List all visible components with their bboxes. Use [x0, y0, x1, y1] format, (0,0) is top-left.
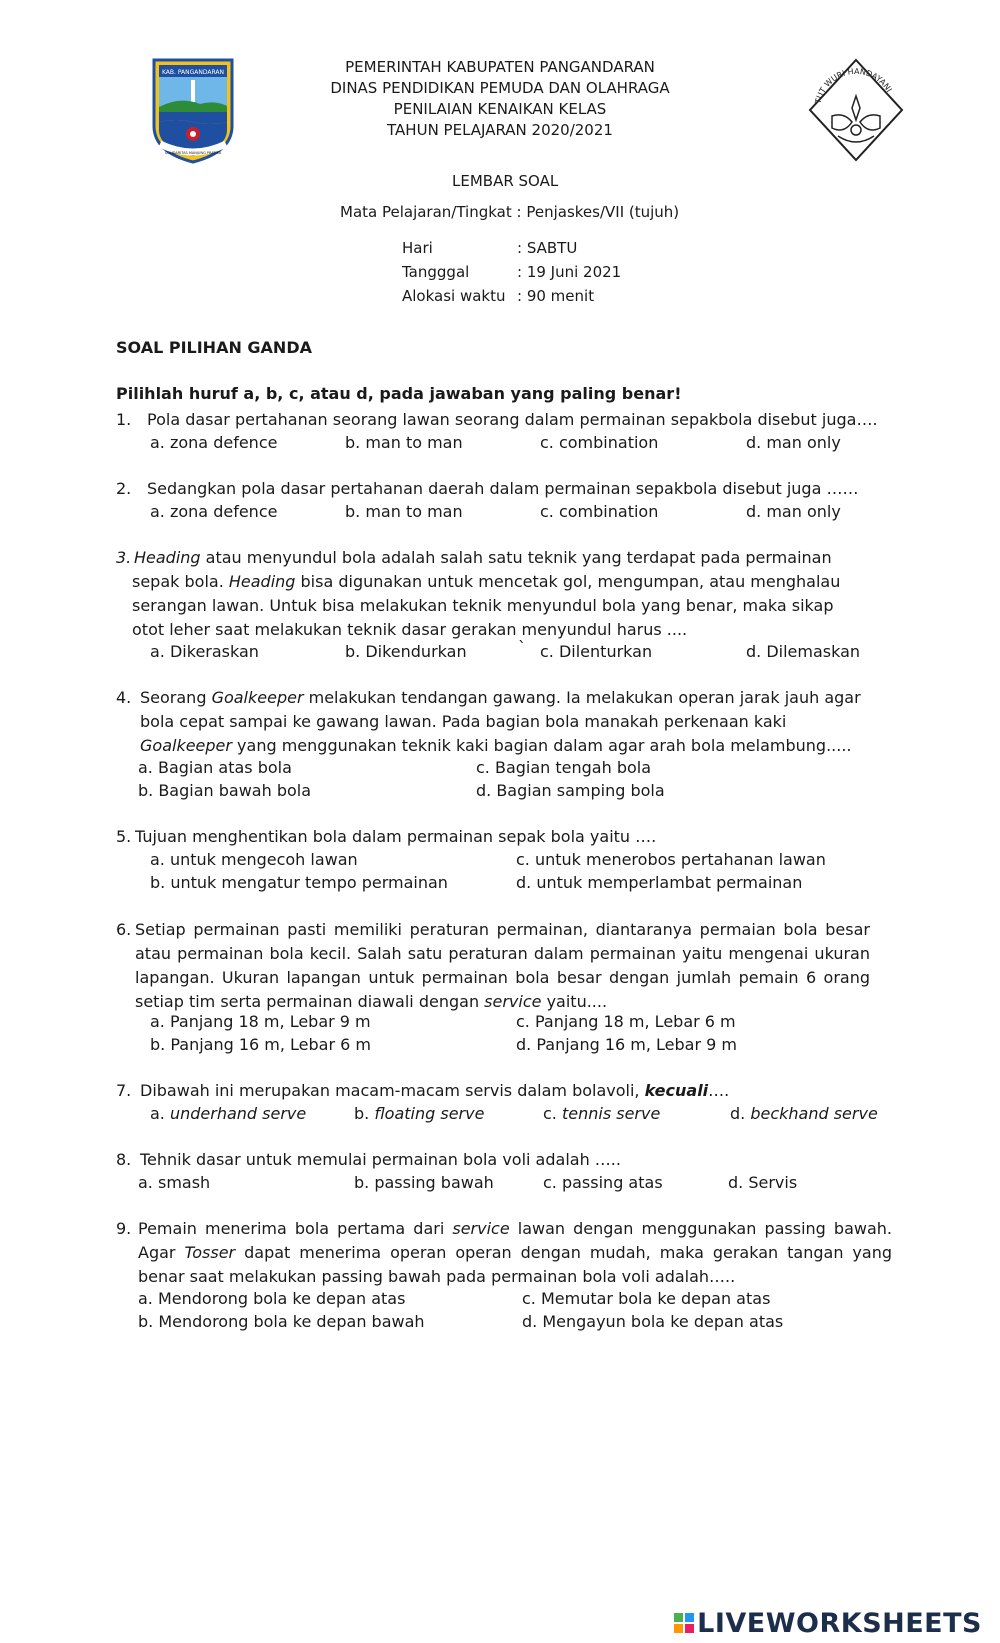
q8-option-b: b. passing bawah: [354, 1173, 494, 1192]
q2-option-a: a. zona defence: [150, 502, 278, 521]
q1-option-c: c. combination: [540, 433, 659, 452]
q8-text: Tehnik dasar untuk memulai permainan bola voli adalah …..: [140, 1150, 621, 1169]
time-value: : 90 menit: [517, 287, 595, 305]
q9-option-a: a. Mendorong bola ke depan atas: [138, 1289, 406, 1308]
q6-option-c: c. Panjang 18 m, Lebar 6 m: [516, 1012, 736, 1031]
date-label: Tangggal: [402, 263, 470, 281]
header-line-3: PENILAIAN KENAIKAN KELAS: [393, 100, 607, 118]
q5-text: Tujuan menghentikan bola dalam permainan sepak bola yaitu ….: [135, 827, 657, 846]
q8-option-d: d. Servis: [728, 1173, 798, 1192]
q7-text: Dibawah ini merupakan macam-macam servis dalam bolavoli, kecuali….: [140, 1081, 730, 1100]
q3-number: 3.: [116, 548, 132, 567]
q3-option-d: d. Dilemaskan: [746, 642, 861, 661]
q5-number: 5.: [116, 827, 132, 846]
q5-option-b: b. untuk mengatur tempo permainan: [150, 873, 448, 892]
q2-option-d: d. man only: [746, 502, 841, 521]
q7-option-c: c. tennis serve: [543, 1104, 661, 1123]
subject-line: Mata Pelajaran/Tingkat : Penjaskes/VII (tujuh): [340, 203, 680, 221]
liveworksheets-watermark: [673, 1608, 982, 1639]
q5-option-a: a. untuk mengecoh lawan: [150, 850, 358, 869]
q7-option-b: b. floating serve: [354, 1104, 485, 1123]
date-value: : 19 Juni 2021: [517, 263, 622, 281]
day-label: Hari: [402, 239, 433, 257]
sheet-title: LEMBAR SOAL: [452, 172, 559, 190]
q2-text: Sedangkan pola dasar pertahanan daerah dalam permainan sepakbola disebut juga ……: [147, 479, 859, 498]
q7-number: 7.: [116, 1081, 132, 1100]
q8-option-c: c. passing atas: [543, 1173, 663, 1192]
watermark-text: LIVEWORKSHEETS: [697, 1608, 982, 1639]
q8-option-a: a. smash: [138, 1173, 211, 1192]
q1-number: 1.: [116, 410, 132, 429]
q1-option-d: d. man only: [746, 433, 841, 452]
kab-logo-text-bottom: SOLIDARITAS MANJUNG PRATIKA: [164, 151, 222, 155]
q1-option-b: b. man to man: [345, 433, 463, 452]
header-line-2: DINAS PENDIDIKAN PEMUDA DAN OLAHRAGA: [330, 79, 670, 97]
q9-option-c: c. Memutar bola ke depan atas: [522, 1289, 771, 1308]
q2-option-b: b. man to man: [345, 502, 463, 521]
q7-option-d: d. beckhand serve: [730, 1104, 878, 1123]
q3-option-a: a. Dikeraskan: [150, 642, 259, 661]
q9-option-b: b. Mendorong bola ke depan bawah: [138, 1312, 425, 1331]
q2-number: 2.: [116, 479, 132, 498]
q6-text: Setiap permainan pasti memiliki peraturan permainan, diantaranya permaian bola besar atau permainan bola kecil. Salah satu peraturan dalam permainan yaitu mengenai ukuran lapangan. Ukuran lapangan untuk permainan bola besar dengan jumlah pemain 6 orang setiap tim serta permainan diawali dengan service yaitu....: [135, 920, 870, 1011]
q6-number: 6.: [116, 920, 132, 939]
q6-option-d: d. Panjang 16 m, Lebar 9 m: [516, 1035, 737, 1054]
tut-wuri-handayani-logo: [802, 56, 910, 164]
q3-stray-mark: `: [518, 638, 526, 657]
time-label: Alokasi waktu: [402, 287, 506, 305]
q9-text: Pemain menerima bola pertama dari service lawan dengan menggunakan passing bawah. Agar Tosser dapat menerima operan operan dengan mudah, maka gerakan tangan yang benar saat melakukan passing bawah pada permainan bola voli adalah…..: [138, 1219, 892, 1286]
section-title: SOAL PILIHAN GANDA: [116, 338, 312, 357]
q6-option-a: a. Panjang 18 m, Lebar 9 m: [150, 1012, 371, 1031]
q4-option-c: c. Bagian tengah bola: [476, 758, 652, 777]
q3-text: Heading atau menyundul bola adalah salah satu teknik yang terdapat pada permainan sepak bola. Heading bisa digunakan untuk mencetak gol, mengumpan, atau menghalau serangan lawan. Untuk bisa melakukan teknik menyundul bola yang benar, maka sikap otot leher saat melakukan teknik dasar gerakan menyundul harus ....: [132, 548, 841, 639]
q4-option-d: d. Bagian samping bola: [476, 781, 665, 800]
q5-option-d: d. untuk memperlambat permainan: [516, 873, 803, 892]
q2-option-c: c. combination: [540, 502, 659, 521]
kab-logo-text-top: KAB. PANGANDARAN: [161, 69, 225, 76]
q7-option-a: a. underhand serve: [150, 1104, 307, 1123]
q5-option-c: c. untuk menerobos pertahanan lawan: [516, 850, 826, 869]
q8-number: 8.: [116, 1150, 132, 1169]
q3-option-b: b. Dikendurkan: [345, 642, 467, 661]
header-line-4: TAHUN PELAJARAN 2020/2021: [387, 121, 613, 139]
liveworksheets-logo-icon: [673, 1612, 695, 1634]
q1-option-a: a. zona defence: [150, 433, 278, 452]
instruction: Pilihlah huruf a, b, c, atau d, pada jawaban yang paling benar!: [116, 384, 682, 403]
q4-number: 4.: [116, 688, 132, 707]
q4-option-a: a. Bagian atas bola: [138, 758, 292, 777]
q1-text: Pola dasar pertahanan seorang lawan seorang dalam permainan sepakbola disebut juga….: [147, 410, 878, 429]
q9-option-d: d. Mengayun bola ke depan atas: [522, 1312, 784, 1331]
q3-option-c: c. Dilenturkan: [540, 642, 653, 661]
header-line-1: PEMERINTAH KABUPATEN PANGANDARAN: [345, 58, 655, 76]
q4-option-b: b. Bagian bawah bola: [138, 781, 312, 800]
q6-option-b: b. Panjang 16 m, Lebar 6 m: [150, 1035, 371, 1054]
q4-text: Seorang Goalkeeper melakukan tendangan gawang. Ia melakukan operan jarak jauh agar bola cepat sampai ke gawang lawan. Pada bagian bola manakah perkenaan kaki Goalkeeper yang menggunakan teknik kaki bagian dalam agar arah bola melambung.....: [140, 688, 861, 755]
q9-number: 9.: [116, 1219, 132, 1238]
tut-wuri-text: TUT WURI HANDAYANI: [813, 66, 894, 105]
day-value: : SABTU: [517, 239, 578, 257]
